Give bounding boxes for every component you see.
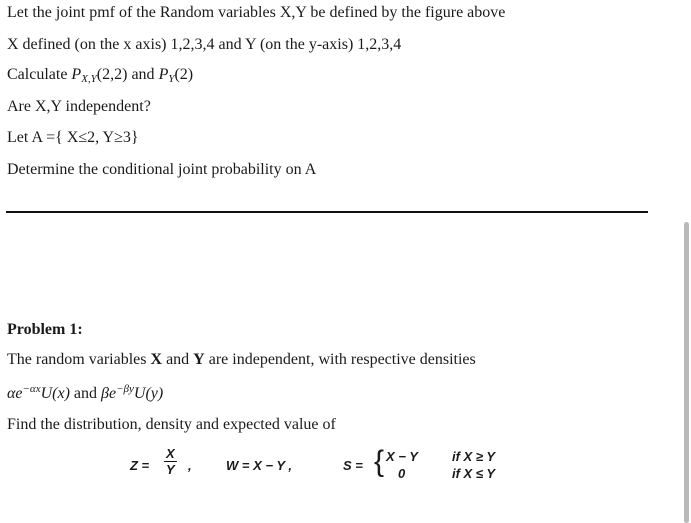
z-denominator: Y xyxy=(166,462,175,477)
section-divider xyxy=(6,211,648,213)
densities-line xyxy=(7,383,163,403)
pxy-argument: (2,2) xyxy=(96,66,128,83)
calc-prefix: Calculate xyxy=(7,66,72,83)
s-case-1-cond: if X ≥ Y xyxy=(452,449,496,464)
py-symbol: P xyxy=(158,66,169,83)
statement-line-4: Are X,Y independent? xyxy=(7,98,151,115)
densities-and: and xyxy=(69,385,102,402)
pxy-symbol: P xyxy=(71,66,82,83)
s-case-2-cond: if X ≤ Y xyxy=(452,466,496,481)
s-brace: { xyxy=(374,445,385,478)
w-equation: W = X − Y , xyxy=(226,458,292,473)
statement-line-1: Let the joint pmf of the Random variables X,Y be defined by the figure above xyxy=(7,4,506,21)
problem-intro xyxy=(7,351,476,369)
density-1-tail: U(x) xyxy=(40,385,70,402)
s-case-1-expr: X − Y xyxy=(386,449,418,464)
find-line: Find the distribution, density and expected value of xyxy=(7,416,336,433)
intro-text-a: The random variables xyxy=(7,351,151,368)
z-lhs: Z = xyxy=(130,458,150,473)
intro-text-b: are independent, with respective densities xyxy=(204,351,476,368)
density-1-exponent: −αx xyxy=(22,383,41,395)
and-word: and xyxy=(127,66,159,83)
density-2-base: βe xyxy=(101,385,117,402)
problem-heading: Problem 1: xyxy=(7,321,83,338)
s-case-2-expr: 0 xyxy=(398,466,406,481)
density-2-tail: U(y) xyxy=(133,385,164,402)
s-lhs: S = xyxy=(343,458,363,473)
density-1-base: αe xyxy=(7,385,23,402)
variable-x: X xyxy=(150,351,163,368)
statement-line-6: Determine the conditional joint probability on A xyxy=(7,161,317,178)
z-numerator: X xyxy=(166,446,175,461)
z-fraction xyxy=(164,446,177,486)
statement-line-3 xyxy=(7,66,193,85)
statement-line-5: Let A ={ X≤2, Y≥3} xyxy=(7,129,139,146)
density-2-exponent: −βy xyxy=(116,383,134,395)
intro-and: and xyxy=(162,351,194,368)
variable-y: Y xyxy=(193,351,205,368)
pxy-subscript: X,Y xyxy=(81,73,97,85)
py-subscript: Y xyxy=(168,73,175,85)
scrollbar[interactable] xyxy=(684,222,689,523)
py-argument: (2) xyxy=(174,66,194,83)
statement-line-2: X defined (on the x axis) 1,2,3,4 and Y (on the y-axis) 1,2,3,4 xyxy=(7,36,402,53)
z-comma: , xyxy=(188,458,192,473)
